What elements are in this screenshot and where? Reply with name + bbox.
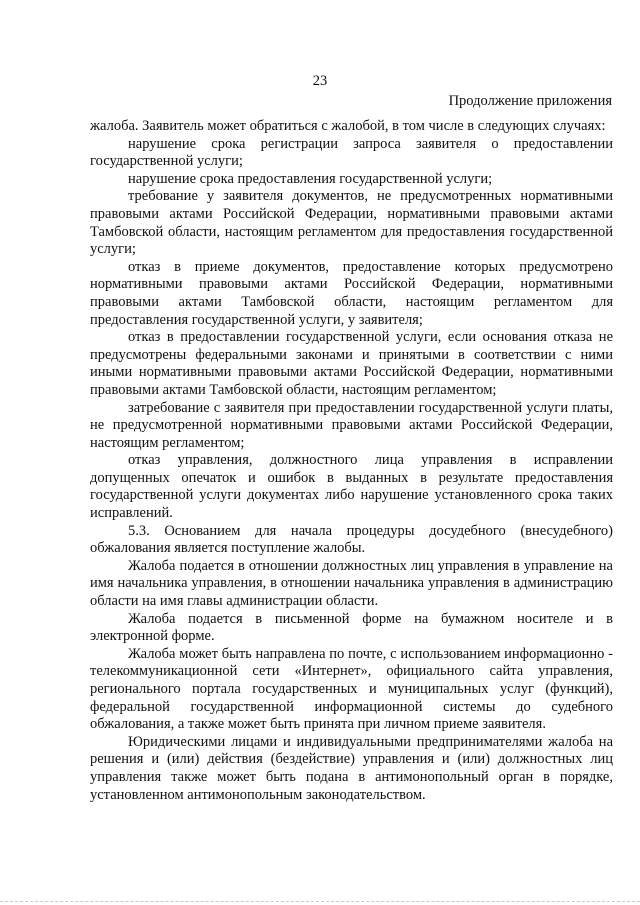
paragraph: Жалоба может быть направлена по почте, с использованием информационно - телекоммуникационной сети «Интернет», официального сайта управления, регионального портала государственных и муниципальных услуг (функций), федеральной государственной информационной системы до судебного обжалования, а также может быть принята при личном приеме заявителя. (90, 645, 613, 733)
paragraph: жалоба. Заявитель может обратиться с жалобой, в том числе в следующих случаях: (90, 118, 606, 134)
paragraph: требование у заявителя документов, не предусмотренных нормативными правовыми актами Российской Федерации, нормативными правовыми актами Тамбовской области, настоящим регламентом для предоставления государственной услуги; (90, 188, 613, 258)
page-number: 23 (312, 73, 328, 89)
document-body (90, 118, 613, 804)
paragraph: нарушение срока предоставления государственной услуги; (128, 170, 493, 187)
paragraph: Юридическими лицами и индивидуальными предпринимателями жалоба на решения и (или) действия (бездействие) управления и (или) должностных лиц управления также может быть подана в антимонопольный орган в порядке, установленном антимонопольным законодательством. (90, 733, 613, 803)
paragraph: Жалоба подается в отношении должностных лиц управления в управление на имя начальника управления, в отношении начальника управления в администрацию области на имя главы администрации области. (90, 557, 613, 610)
paragraph: отказ управления, должностного лица управления в исправлении допущенных опечаток и ошибок в выданных в результате предоставления государственной услуги документах либо нарушение установленного срока таких исправлений. (90, 452, 613, 522)
appendix-continuation-note: Продолжение приложения (448, 93, 612, 109)
paragraph: 5.3. Основанием для начала процедуры досудебного (внесудебного) обжалования является поступление жалобы. (90, 522, 613, 557)
paragraph: затребование с заявителя при предоставлении государственной услуги платы, не предусмотренной нормативными правовыми актами Российской Федерации, настоящим регламентом; (90, 399, 613, 451)
paragraph: нарушение срока регистрации запроса заявителя о предоставлении государственной услуги; (90, 135, 613, 170)
paragraph: отказ в приеме документов, предоставление которых предусмотрено нормативными правовыми актами Российской Федерации, нормативными правовыми актами Тамбовской области, настоящим регламентом для предоставления государственной услуги, у заявителя; (90, 258, 613, 328)
paragraph: Жалоба подается в письменной форме на бумажном носителе и в электронной форме. (90, 610, 613, 645)
scan-edge-line (0, 901, 640, 902)
paragraph: отказ в предоставлении государственной услуги, если основания отказа не предусмотрены федеральными законами и принятыми в соответствии с ними иными нормативными правовыми актами Российской Федерации, нормативными правовыми актами Тамбовской области, настоящим регламентом; (90, 329, 613, 398)
